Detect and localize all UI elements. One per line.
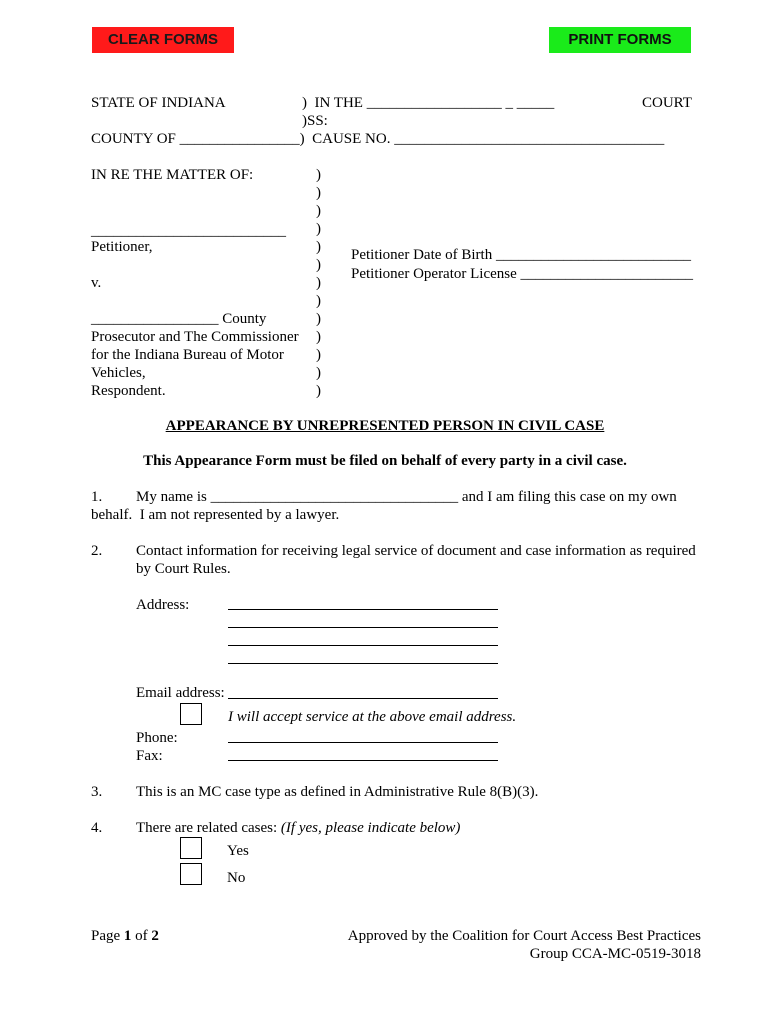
page-number: 1 bbox=[123, 928, 132, 944]
email-accept-label: I will accept service at the above email address. bbox=[228, 709, 517, 725]
name-statement-cont: behalf. I am not represented by a lawyer. bbox=[91, 507, 340, 523]
court-label: COURT bbox=[642, 95, 692, 111]
paren: ) bbox=[316, 239, 321, 255]
phone-field[interactable] bbox=[228, 742, 498, 743]
county-prosecutor-field[interactable]: _________________ County bbox=[91, 311, 267, 327]
page-of: of bbox=[131, 928, 152, 944]
item-number: 1. bbox=[91, 489, 103, 505]
name-statement[interactable]: My name is _________________________________ and I am filing this case on my own bbox=[136, 489, 677, 505]
page-indicator bbox=[91, 927, 159, 945]
address-label: Address: bbox=[136, 597, 190, 613]
clear-forms-button[interactable]: CLEAR FORMS bbox=[92, 27, 234, 53]
petitioner-label: Petitioner, bbox=[91, 239, 153, 255]
paren: ) bbox=[316, 203, 321, 219]
respondent-label: Respondent. bbox=[91, 383, 166, 399]
respondent-text: for the Indiana Bureau of Motor bbox=[91, 347, 284, 363]
paren: ) bbox=[316, 311, 321, 327]
page-total: 2 bbox=[151, 928, 159, 944]
related-no-label: No bbox=[227, 870, 246, 886]
versus-label: v. bbox=[91, 275, 102, 291]
address-field-3[interactable] bbox=[228, 645, 498, 646]
county-cause-line[interactable]: COUNTY OF ________________) CAUSE NO. ____________________________________ bbox=[91, 131, 665, 147]
petitioner-name-field[interactable]: __________________________ bbox=[91, 223, 286, 239]
paren: ) bbox=[316, 275, 321, 291]
item-number: 4. bbox=[91, 820, 103, 836]
print-forms-button[interactable]: PRINT FORMS bbox=[549, 27, 691, 53]
contact-statement: Contact information for receiving legal service of document and case information as required bbox=[136, 543, 696, 559]
state-label: STATE OF INDIANA bbox=[91, 95, 226, 111]
paren: ) bbox=[316, 185, 321, 201]
paren: ) bbox=[316, 167, 321, 183]
paren: ) bbox=[316, 365, 321, 381]
paren: ) bbox=[316, 257, 321, 273]
phone-label: Phone: bbox=[136, 730, 178, 746]
petitioner-license-field[interactable]: Petitioner Operator License _______________________ bbox=[351, 266, 694, 282]
related-cases-statement bbox=[136, 819, 460, 837]
contact-statement-cont: by Court Rules. bbox=[136, 561, 231, 577]
email-accept-checkbox[interactable] bbox=[180, 703, 202, 725]
related-cases-text: There are related cases: bbox=[136, 820, 281, 836]
case-type-statement: This is an MC case type as defined in Administrative Rule 8(B)(3). bbox=[136, 784, 539, 800]
email-label: Email address: bbox=[136, 685, 225, 701]
page-prefix: Page bbox=[91, 928, 124, 944]
related-yes-checkbox[interactable] bbox=[180, 837, 202, 859]
form-title: APPEARANCE BY UNREPRESENTED PERSON IN CIVIL CASE bbox=[165, 418, 605, 434]
related-no-checkbox[interactable] bbox=[180, 863, 202, 885]
item-number: 3. bbox=[91, 784, 103, 800]
in-the-court-line[interactable]: ) IN THE __________________ _ _____ bbox=[302, 95, 555, 111]
paren: ) bbox=[316, 347, 321, 363]
ss-label: )SS: bbox=[302, 113, 328, 129]
address-field-1[interactable] bbox=[228, 609, 498, 610]
address-field-2[interactable] bbox=[228, 627, 498, 628]
address-field-4[interactable] bbox=[228, 663, 498, 664]
related-cases-hint: (If yes, please indicate below) bbox=[280, 820, 461, 836]
fax-label: Fax: bbox=[136, 748, 163, 764]
petitioner-dob-field[interactable]: Petitioner Date of Birth __________________________ bbox=[351, 247, 691, 263]
email-field[interactable] bbox=[228, 698, 498, 699]
paren: ) bbox=[316, 221, 321, 237]
item-number: 2. bbox=[91, 543, 103, 559]
respondent-text: Prosecutor and The Commissioner bbox=[91, 329, 299, 345]
form-subtitle: This Appearance Form must be filed on behalf of every party in a civil case. bbox=[143, 453, 627, 469]
fax-field[interactable] bbox=[228, 760, 498, 761]
paren: ) bbox=[316, 329, 321, 345]
paren: ) bbox=[316, 293, 321, 309]
respondent-text: Vehicles, bbox=[91, 365, 146, 381]
related-yes-label: Yes bbox=[227, 843, 249, 859]
in-re-label: IN RE THE MATTER OF: bbox=[91, 167, 254, 183]
paren: ) bbox=[316, 383, 321, 399]
approval-line-1: Approved by the Coalition for Court Access Best Practices bbox=[347, 928, 701, 944]
approval-line-2: Group CCA-MC-0519-3018 bbox=[529, 946, 701, 962]
